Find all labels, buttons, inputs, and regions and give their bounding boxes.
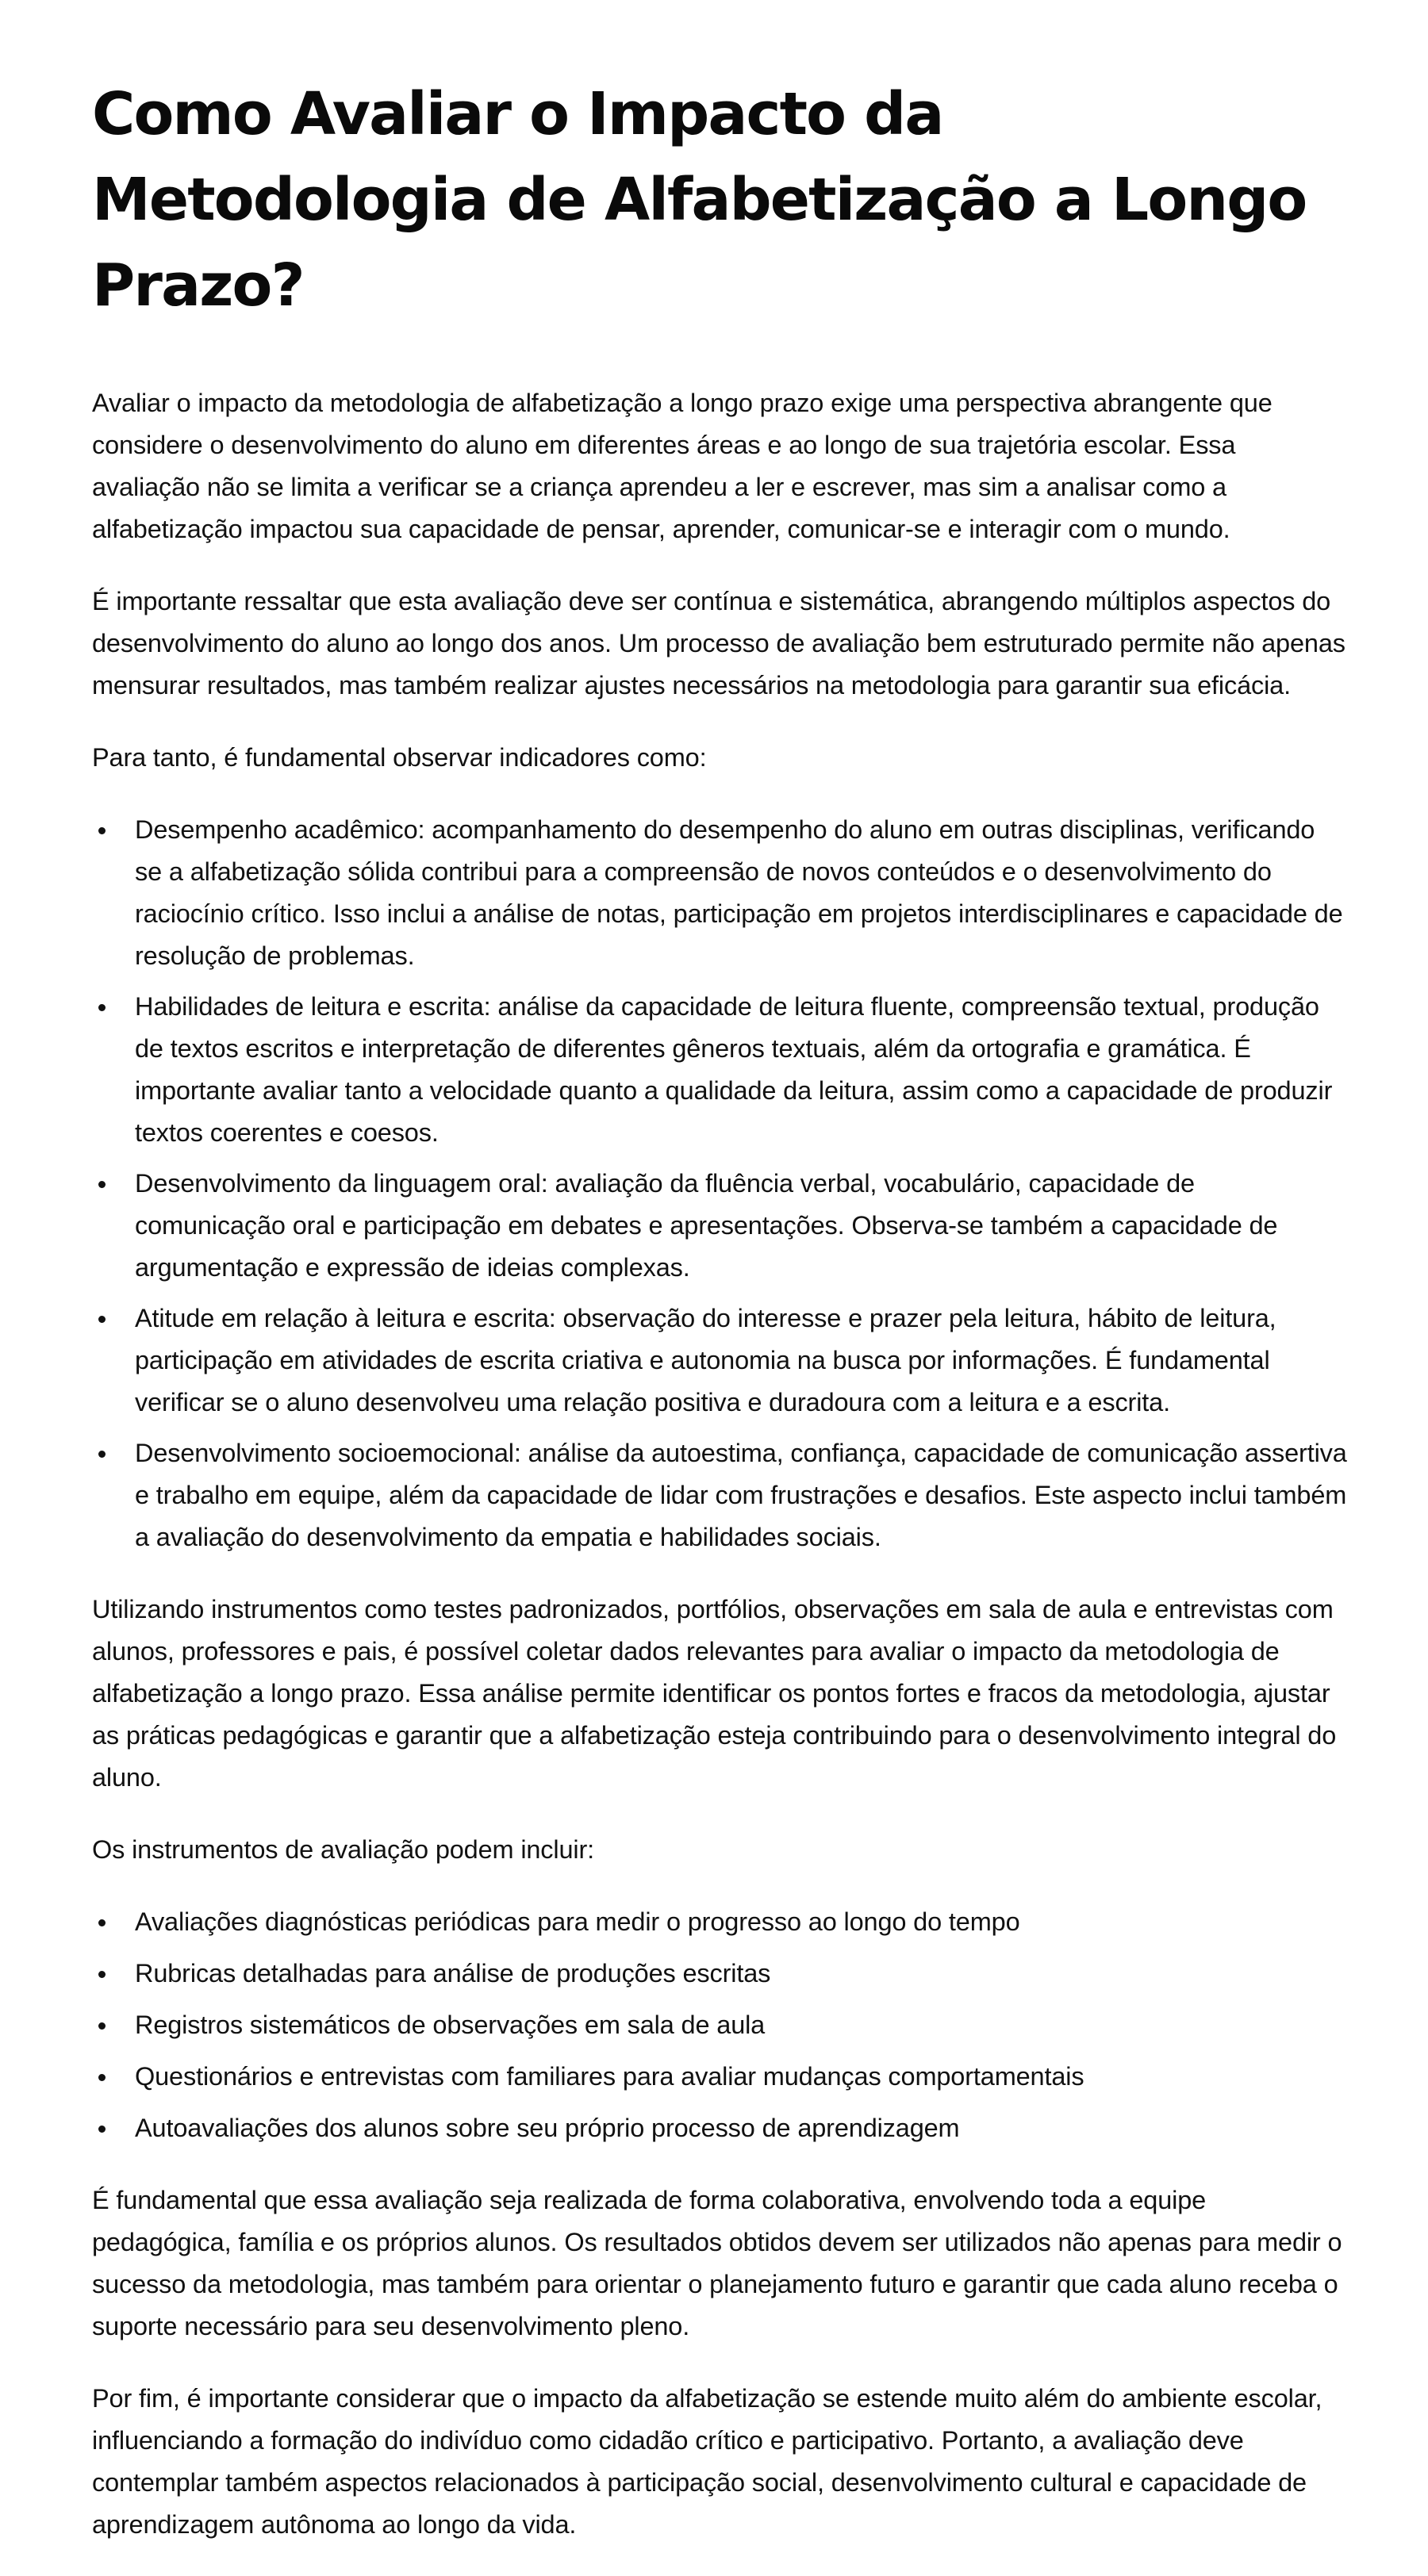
list-item	[92, 1298, 1349, 1424]
list-item	[92, 2056, 1349, 2098]
intro-paragraph: Avaliar o impacto da metodologia de alfabetização a longo prazo exige uma perspectiva abrangente que considere o desenvolvimento do aluno em diferentes áreas e ao longo de sua trajetória escolar. Essa avaliação não se limita a verificar se a criança aprendeu a ler e escrever, mas sim a analisar como a alfabetização impactou sua capacidade de pensar, aprender, comunicar-se e interagir com o mundo.	[92, 389, 1273, 543]
bullet-icon	[98, 1971, 106, 1978]
article-title: Como Avaliar o Impacto da Metodologia de Alfabetização a Longo Prazo?	[92, 80, 1307, 320]
indicators-list	[92, 809, 1349, 1558]
list-item	[92, 809, 1349, 977]
list-item-text: Questionários e entrevistas com familiares para avaliar mudanças comportamentais	[135, 2062, 1084, 2091]
list-item-text: Desenvolvimento da linguagem oral: avaliação da fluência verbal, vocabulário, capacidade de comunicação oral e participação em debates e apresentações. Observa-se também a capacidade de argumentação e expressão de ideias complexas.	[135, 1169, 1278, 1282]
list-item	[92, 1901, 1349, 1943]
list-item-text: Habilidades de leitura e escrita: análise da capacidade de leitura fluente, compreensão textual, produção de textos escritos e interpretação de diferentes gêneros textuais, além da ortografia e gramática. É importante avaliar tanto a velocidade quanto a qualidade da leitura, assim como a capacidade de produzir textos coerentes e coesos.	[135, 992, 1333, 1147]
list-item-text: Rubricas detalhadas para análise de produções escritas	[135, 1959, 771, 1988]
list-item	[92, 1432, 1349, 1558]
list-item-text: Autoavaliações dos alunos sobre seu próprio processo de aprendizagem	[135, 2114, 960, 2142]
list-item-text: Desempenho acadêmico: acompanhamento do desempenho do aluno em outras disciplinas, verificando se a alfabetização sólida contribui para a compreensão de novos conteúdos e o desenvolvimento do raciocínio crítico. Isso inclui a análise de notas, participação em projetos interdisciplinares e capacidade de resolução de problemas.	[135, 815, 1343, 970]
list-item	[92, 2004, 1349, 2046]
instruments-lead: Os instrumentos de avaliação podem incluir:	[92, 1835, 595, 1864]
closing-paragraph: Por fim, é importante considerar que o impacto da alfabetização se estende muito além do ambiente escolar, influenciando a formação do indivíduo como cidadão crítico e participativo. Portanto, a avaliação deve contemplar também aspectos relacionados à participação social, desenvolvimento cultural e capacidade de aprendizagem autônoma ao longo da vida.	[92, 2384, 1322, 2539]
list-item	[92, 1953, 1349, 1995]
list-item	[92, 1163, 1349, 1289]
bullet-icon	[98, 827, 106, 834]
list-item-text: Desenvolvimento socioemocional: análise da autoestima, confiança, capacidade de comunicação assertiva e trabalho em equipe, além da capacidade de lidar com frustrações e desafios. Este aspecto inclui também a avaliação do desenvolvimento da empatia e habilidades sociais.	[135, 1439, 1347, 1551]
list-item-text: Avaliações diagnósticas periódicas para medir o progresso ao longo do tempo	[135, 1907, 1020, 1936]
bullet-icon	[98, 1451, 106, 1458]
bullet-icon	[98, 2022, 106, 2030]
list-item-text: Atitude em relação à leitura e escrita: observação do interesse e prazer pela leitura, hábito de leitura, participação em atividades de escrita criativa e autonomia na busca por informações. É fundamental verificar se o aluno desenvolveu uma relação positiva e duradoura com a leitura e a escrita.	[135, 1304, 1276, 1416]
bullet-icon	[98, 2074, 106, 2081]
bullet-icon	[98, 1004, 106, 1011]
bullet-icon	[98, 1181, 106, 1188]
list-item-text: Registros sistemáticos de observações em sala de aula	[135, 2011, 766, 2039]
article	[92, 71, 1349, 2576]
instruments-list	[92, 1901, 1349, 2149]
list-item	[92, 2107, 1349, 2149]
body-paragraph: Utilizando instrumentos como testes padronizados, portfólios, observações em sala de aula e entrevistas com alunos, professores e pais, é possível coletar dados relevantes para avaliar o impacto da metodologia de alfabetização a longo prazo. Essa análise permite identificar os pontos fortes e fracos da metodologia, ajustar as práticas pedagógicas e garantir que a alfabetização esteja contribuindo para o desenvolvimento integral do aluno.	[92, 1595, 1337, 1792]
bullet-icon	[98, 2126, 106, 2133]
indicators-lead: Para tanto, é fundamental observar indicadores como:	[92, 743, 707, 772]
bullet-icon	[98, 1316, 106, 1323]
list-item	[92, 986, 1349, 1154]
bullet-icon	[98, 1919, 106, 1926]
closing-paragraph: É fundamental que essa avaliação seja realizada de forma colaborativa, envolvendo toda a equipe pedagógica, família e os próprios alunos. Os resultados obtidos devem ser utilizados não apenas para medir o sucesso da metodologia, mas também para orientar o planejamento futuro e garantir que cada aluno receba o suporte necessário para seu desenvolvimento pleno.	[92, 2186, 1342, 2340]
intro-paragraph: É importante ressaltar que esta avaliação deve ser contínua e sistemática, abrangendo múltiplos aspectos do desenvolvimento do aluno ao longo dos anos. Um processo de avaliação bem estruturado permite não apenas mensurar resultados, mas também realizar ajustes necessários na metodologia para garantir sua eficácia.	[92, 587, 1345, 700]
